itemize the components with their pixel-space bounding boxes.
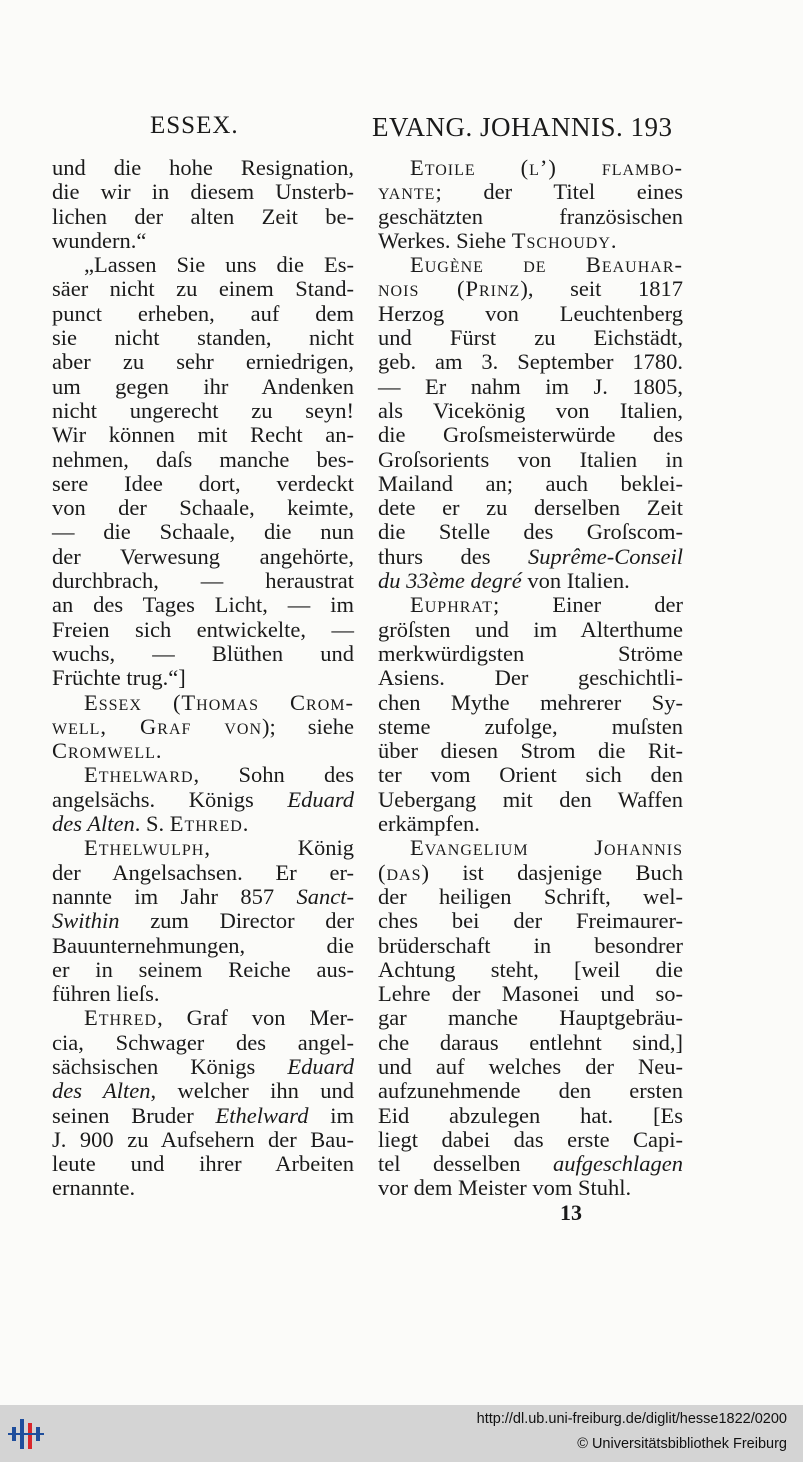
text-line: gröſsten und im Alterthume: [378, 616, 683, 642]
text-line: die wir in diesem Unsterb-: [52, 179, 354, 205]
text-line: aber zu sehr erniedrigen,: [52, 349, 354, 375]
left-text-column: [52, 156, 354, 1201]
text-line: [378, 593, 683, 617]
text-run: , Sohn des: [193, 762, 354, 788]
text-run: ), seit 1817: [520, 276, 683, 302]
text-line: Lehre der Masonei und so-: [378, 981, 683, 1007]
small-caps-term: well, Graf von: [52, 713, 263, 739]
small-caps-term: Euphrat: [410, 592, 493, 618]
text-line: [378, 861, 683, 885]
text-line: über diesen Strom die Rit-: [378, 738, 683, 764]
text-line: [52, 1079, 354, 1103]
text-line: leute und ihrer Arbeiten: [52, 1151, 354, 1177]
text-line: wundern.“: [52, 227, 147, 253]
italic-term: Ethelward: [215, 1102, 309, 1128]
text-line: Freien sich entwickelte, —: [52, 616, 354, 642]
text-line: die Stelle des Groſscom-: [378, 519, 683, 545]
permalink-url[interactable]: http://dl.ub.uni-freiburg.de/diglit/hesse1822/0200: [476, 1411, 787, 1427]
text-line: Uebergang mit den Waffen: [378, 786, 683, 812]
text-line: Wir können mit Recht an-: [52, 422, 354, 448]
text-line: säer nicht zu einem Stand-: [52, 276, 354, 302]
text-run: im: [308, 1102, 354, 1128]
italic-term: Eduard: [287, 1053, 354, 1079]
signature-mark: 13: [560, 1200, 582, 1225]
text-line: nehmen, daſs manche bes-: [52, 446, 354, 472]
viewer-footer: [0, 1405, 803, 1462]
small-caps-term: Ethelward: [84, 762, 194, 788]
text-line: [52, 1055, 354, 1079]
text-line: von der Schaale, keimte,: [52, 495, 354, 521]
small-caps-term: Evangelium Johannis: [410, 835, 683, 861]
text-line: che daraus entlehnt sind,]: [378, 1029, 683, 1055]
text-line: [52, 885, 354, 909]
italic-term: Swithin: [52, 908, 120, 934]
text-line: Früchte trug.“]: [52, 665, 186, 691]
right-text-column: [378, 156, 683, 1201]
text-run: nannte im Jahr 857: [52, 883, 297, 909]
text-line: [378, 277, 683, 301]
text-line: J. 900 zu Aufsehern der Bau-: [52, 1126, 354, 1152]
text-line: ches bei der Freimaurer-: [378, 908, 683, 934]
text-line: Herzog von Leuchtenberg: [378, 300, 683, 326]
text-line: [52, 1104, 354, 1128]
running-head-right: EVANG. JOHANNIS. 193: [372, 112, 673, 142]
text-line: — die Schaale, die nun: [52, 519, 354, 545]
text-line: er in seinem Reiche aus-: [52, 956, 354, 982]
text-run: , König: [204, 835, 354, 861]
italic-term: Suprême-Conseil: [528, 543, 683, 569]
text-line: [378, 569, 683, 593]
text-line: [378, 180, 683, 204]
text-line: [378, 253, 683, 277]
text-line: und auf welches der Neu-: [378, 1053, 683, 1079]
text-line: [52, 691, 354, 715]
text-line: sie nicht standen, nicht: [52, 325, 354, 351]
text-line: [378, 1152, 683, 1176]
text-line: der Verwesung angehörte,: [52, 543, 354, 569]
text-line: — Er nahm im J. 1805,: [378, 373, 683, 399]
italic-term: des Alten: [52, 811, 135, 837]
text-line: als Vicekönig von Italien,: [378, 397, 683, 423]
text-line: der heiligen Schrift, wel-: [378, 883, 683, 909]
text-line: [52, 715, 354, 739]
text-run: angelsächs. Königs: [52, 786, 288, 812]
small-caps-term: Ethred: [84, 1005, 158, 1031]
small-caps-term: (das: [378, 859, 422, 885]
text-run: von Italien.: [521, 568, 630, 594]
text-line: an des Tages Licht, — im: [52, 592, 354, 618]
text-line: und Fürst zu Eichstädt,: [378, 325, 683, 351]
small-caps-term: Cromwell.: [52, 738, 163, 764]
text-line: Groſsorients von Italien in: [378, 446, 683, 472]
text-line: cia, Schwager des angel-: [52, 1029, 354, 1055]
copyright-notice: © Universitätsbibliothek Freiburg: [577, 1436, 787, 1452]
text-run: seinen Bruder: [52, 1102, 216, 1128]
text-run: ; der Titel eines: [435, 179, 683, 205]
italic-term: Sanct-: [296, 883, 354, 909]
text-line: [52, 812, 354, 836]
text-line: die Groſsmeisterwürde des: [378, 422, 683, 448]
text-line: [378, 836, 683, 860]
italic-term: du 33ème degré: [378, 568, 522, 594]
text-line: sere Idee dort, verdeckt: [52, 470, 354, 496]
small-caps-term: Essex (Thomas Crom-: [84, 689, 354, 715]
text-line: führen lieſs.: [52, 981, 160, 1007]
text-run: , welcher ihn und: [150, 1078, 354, 1104]
text-line: der Angelsachsen. Er er-: [52, 859, 354, 885]
text-line: „Lassen Sie uns die Es-: [84, 252, 354, 278]
text-run: , Graf von Mer-: [157, 1005, 354, 1031]
small-caps-term: Etoile (l’) flambo-: [410, 155, 683, 180]
text-run: Werkes. Siehe: [378, 227, 512, 253]
text-line: aufzunehmende den ersten: [378, 1078, 683, 1104]
text-line: [378, 545, 683, 569]
text-line: geb. am 3. September 1780.: [378, 349, 683, 375]
text-line: merkwürdigsten Ströme: [378, 640, 683, 666]
text-line: punct erheben, auf dem: [52, 300, 354, 326]
text-line: durchbrach, — heraustrat: [52, 568, 354, 594]
small-caps-term: Eugène de Beauhar-: [410, 252, 683, 278]
text-run: ); siehe: [262, 713, 354, 739]
text-run: ; Einer der: [492, 592, 683, 618]
text-line: erkämpfen.: [378, 811, 480, 837]
text-line: und die hohe Resignation,: [52, 155, 354, 180]
text-line: lichen der alten Zeit be-: [52, 203, 354, 229]
text-line: [378, 229, 683, 253]
text-line: Asiens. Der geschichtli-: [378, 665, 683, 691]
text-run: ) ist dasjenige Buch: [421, 859, 683, 885]
text-line: Mailand an; auch beklei-: [378, 470, 683, 496]
text-line: [378, 156, 683, 180]
text-line: geschätzten französischen: [378, 203, 683, 229]
text-line: gar manche Hauptgebräu-: [378, 1005, 683, 1031]
italic-term: des Alten: [52, 1078, 151, 1104]
text-line: steme zufolge, muſsten: [378, 713, 683, 739]
text-run: thurs des: [378, 543, 529, 569]
text-run: tel desselben: [378, 1151, 554, 1177]
text-line: dete er zu derselben Zeit: [378, 495, 683, 521]
text-line: [52, 1006, 354, 1030]
text-line: nicht ungerecht zu seyn!: [52, 397, 354, 423]
text-line: chen Mythe mehrerer Sy-: [378, 689, 683, 715]
text-line: [52, 739, 354, 763]
text-line: [52, 909, 354, 933]
text-line: wuchs, — Blüthen und: [52, 640, 354, 666]
text-line: [52, 763, 354, 787]
text-line: vor dem Meister vom Stuhl.: [378, 1175, 632, 1201]
ub-freiburg-logo-icon[interactable]: [8, 1413, 50, 1455]
text-run: . S.: [134, 811, 170, 837]
text-line: um gegen ihr Andenken: [52, 373, 354, 399]
small-caps-term: nois (Prinz: [378, 276, 521, 302]
text-line: Eid abzulegen hat. [Es: [378, 1102, 683, 1128]
text-line: ter vom Orient sich den: [378, 762, 683, 788]
text-line: Achtung steht, [weil die: [378, 956, 683, 982]
text-line: liegt dabei das erste Capi-: [378, 1126, 683, 1152]
text-line: [52, 788, 354, 812]
text-line: Bauunternehmungen, die: [52, 932, 354, 958]
small-caps-term: Ethelwulph: [84, 835, 205, 861]
text-line: [52, 836, 354, 860]
italic-term: Eduard: [287, 786, 354, 812]
small-caps-term: Tschoudy.: [511, 227, 618, 253]
text-run: zum Director der: [119, 908, 354, 934]
text-line: ernannte.: [52, 1175, 136, 1201]
running-head-left: ESSEX.: [150, 112, 239, 139]
text-run: sächsischen Königs: [52, 1053, 288, 1079]
small-caps-term: Ethred.: [169, 811, 250, 837]
small-caps-term: yante: [378, 179, 436, 205]
italic-term: aufgeschlagen: [553, 1151, 683, 1177]
text-line: brüderschaft in besondrer: [378, 932, 683, 958]
